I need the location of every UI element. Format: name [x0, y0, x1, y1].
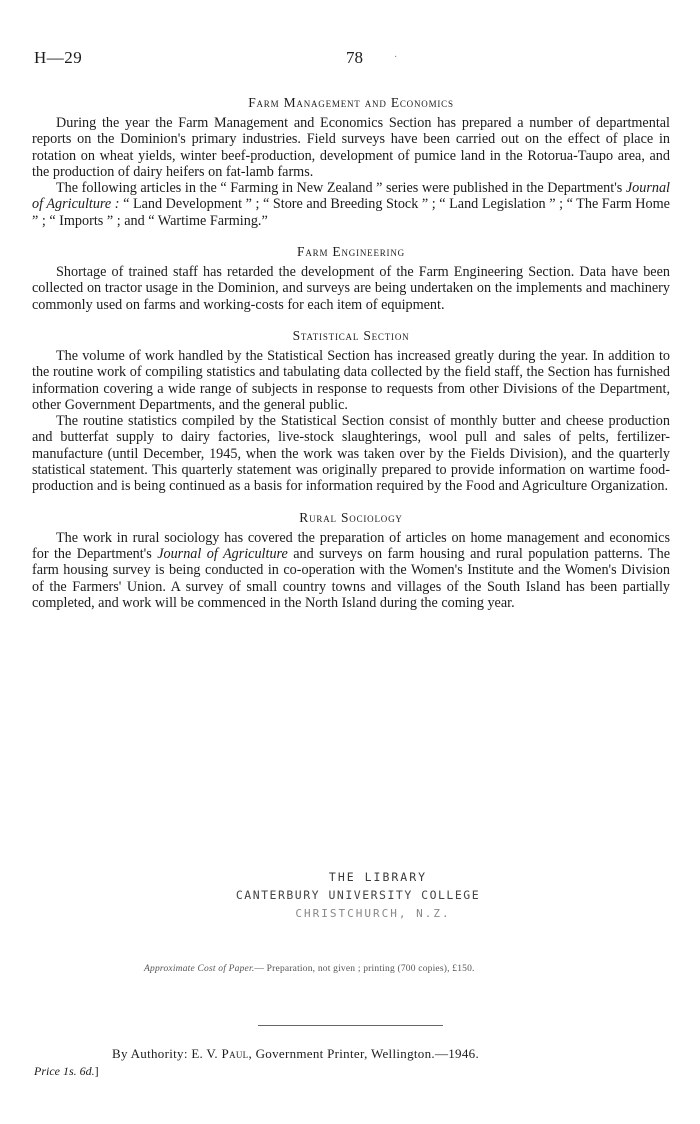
- footer-divider: [258, 1025, 443, 1026]
- page-number: 78: [346, 48, 363, 67]
- cost-of-paper-note: [144, 964, 475, 974]
- text-run: and surveys on farm housing and rural population patterns. The farm housing survey is being conducted in co-operation with the Women's Institute and the Women's Division of the Farmers' Union. A survey of small country towns and villages of the South Island has been partially completed, and work will be commenced in the North Island during the coming year.: [32, 545, 670, 611]
- margin-mark: ·: [394, 52, 398, 63]
- paragraph: [32, 530, 670, 611]
- section: [32, 244, 670, 313]
- text-run: The following articles in the “ Farming in New Zealand ” series were published in the Department's: [56, 180, 626, 197]
- paragraph: [32, 413, 670, 494]
- stamp-line-library: THE LIBRARY: [328, 870, 428, 884]
- paragraph: [32, 348, 670, 413]
- printer-imprint: [112, 1046, 479, 1062]
- document-code: H—29: [34, 48, 83, 67]
- section-heading: Rural Sociology: [299, 509, 403, 525]
- report-body: [32, 95, 670, 626]
- price-line: [34, 1064, 99, 1079]
- price-label: Price: [34, 1064, 63, 1078]
- imprint-printer-name: Paul: [221, 1046, 249, 1061]
- imprint-prefix: By Authority: E. V.: [112, 1046, 222, 1061]
- paragraph: [32, 115, 670, 180]
- section: [32, 328, 670, 495]
- stamp-line-college: CANTERBURY UNIVERSITY COLLEGE: [235, 888, 481, 902]
- text-run: Shortage of trained staff has retarded the development of the Farm Engineering Section. Data have been collected on tractor usage in the Dominion, and surveys are being undertaken on the implements and machinery commonly used on farms and working-costs for each item of equipment.: [32, 264, 670, 313]
- text-run: The volume of work handled by the Statistical Section has increased greatly during the year. In addition to the routine work of compiling statistics and tabulating data collected by the field staff, the Section has furnished information covering a wide range of subjects in response to requests from other Divisions of the Department, other Government Departments, and the general public.: [32, 347, 670, 413]
- text-run: “ Land Development ” ; “ Store and Breeding Stock ” ; “ Land Legislation ” ; “ The Farm Home ” ; “ Imports ” ; and “ Wartime Farming.”: [32, 196, 670, 229]
- cost-label: Approximate Cost of Paper.: [144, 964, 255, 974]
- section-heading: Farm Engineering: [297, 244, 405, 260]
- cost-text: — Preparation, not given ; printing (700 copies), £150.: [254, 964, 475, 974]
- section: [32, 95, 670, 229]
- italic-title: Journal of Agriculture: [157, 545, 288, 562]
- imprint-suffix: , Government Printer, Wellington.—1946.: [248, 1046, 479, 1061]
- stamp-line-city: CHRISTCHURCH, N.Z.: [295, 907, 451, 920]
- section-heading: Statistical Section: [292, 327, 410, 343]
- section: [32, 510, 670, 611]
- paragraph: [32, 180, 670, 229]
- text-run: The routine statistics compiled by the Statistical Section consist of monthly butter and cheese production and butterfat supply to dairy factories, live-stock slaughterings, wool pull and sales of pelts, fertilizer-manufacture (until December, 1945, when the work was taken over by the Fields Division), and the quarterly statistical statement. This quarterly statement was originally prepared to provide information on wartime food-production and is being continued as a basis for information required by the Food and Agriculture Organization.: [32, 413, 670, 495]
- text-run: The work in rural sociology has covered the preparation of articles on home management and economics for the Department's: [32, 529, 670, 562]
- price-value: 1s. 6d.: [63, 1064, 95, 1078]
- library-stamp: [228, 870, 488, 940]
- text-run: During the year the Farm Management and Economics Section has prepared a number of departmental reports on the Dominion's primary industries. Field surveys have been carried out on the effect of place in rotation on wheat yields, winter beef-production, development of pumice land in the Rotorua-Taupo area, and the production of dairy heifers on fat-lamb farms.: [32, 115, 670, 180]
- italic-title: Journal of Agriculture :: [32, 180, 670, 213]
- paragraph: [32, 264, 670, 313]
- price-bracket: ]: [94, 1064, 99, 1078]
- page-header: [0, 0, 700, 67]
- section-heading: Farm Management and Economics: [248, 95, 454, 110]
